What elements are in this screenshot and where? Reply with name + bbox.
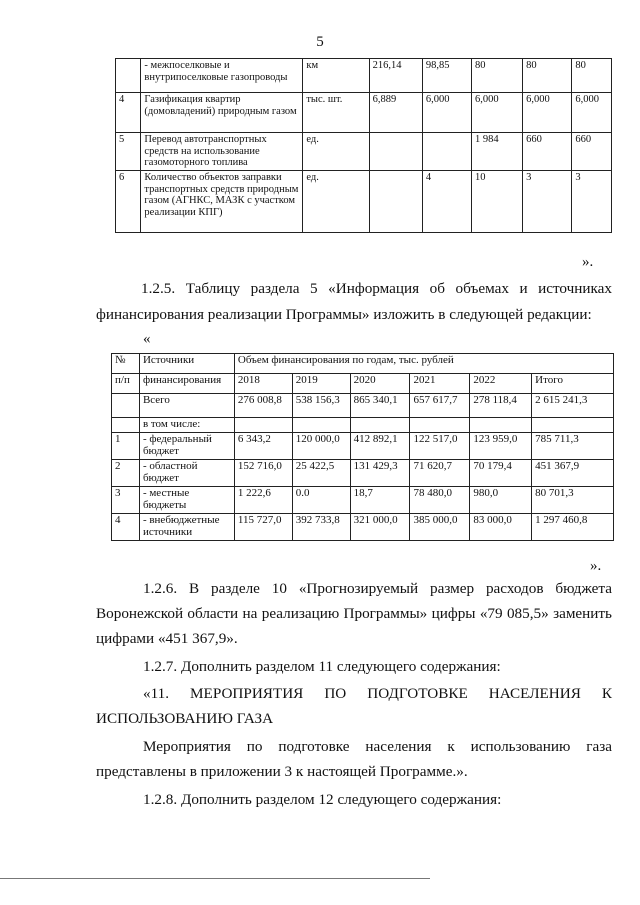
- value-cell: 451 367,9: [532, 460, 614, 487]
- empty-cell: [234, 418, 292, 433]
- total-label: Всего: [139, 394, 234, 418]
- value-cell: 1 297 460,8: [532, 514, 614, 541]
- footer-divider: [0, 878, 430, 879]
- value-cell: 980,0: [470, 487, 532, 514]
- section-11-text-line2: представлены в приложении 3 к настоящей Программе.».: [96, 763, 468, 780]
- value-cell: 123 959,0: [470, 433, 532, 460]
- row-number: [112, 394, 140, 418]
- header-volume: Объем финансирования по годам, тыс. рублей: [234, 354, 613, 374]
- value-cell: 131 429,3: [350, 460, 410, 487]
- empty-cell: [532, 418, 614, 433]
- value-cell: 216,14: [369, 59, 422, 93]
- value-cell: 80 701,3: [532, 487, 614, 514]
- paragraph-1-2-7: 1.2.7. Дополнить разделом 11 следующего содержания:: [143, 658, 501, 675]
- unit-cell: тыс. шт.: [303, 93, 369, 133]
- header-year: 2019: [292, 374, 350, 394]
- row-number: 1: [112, 433, 140, 460]
- financing-table: [111, 353, 614, 541]
- value-cell: 152 716,0: [234, 460, 292, 487]
- value-cell: 4: [422, 171, 471, 233]
- paragraph-1-2-6-line2: Воронежской области на реализацию Программы» цифры «79 085,5» заменить: [96, 605, 612, 622]
- value-cell: 70 179,4: [470, 460, 532, 487]
- table-row: [112, 433, 614, 460]
- empty-cell: [470, 418, 532, 433]
- row-number: [112, 418, 140, 433]
- indicator-name: Перевод автотранспортных средств на использование газомоторного топлива: [141, 133, 303, 171]
- value-cell: 412 892,1: [350, 433, 410, 460]
- table-row: [116, 171, 612, 233]
- paragraph-1-2-6-line3: цифрами «451 367,9».: [96, 630, 238, 647]
- unit-cell: ед.: [303, 133, 369, 171]
- value-cell: 1 222,6: [234, 487, 292, 514]
- unit-cell: км: [303, 59, 369, 93]
- paragraph-1-2-6-line1: 1.2.6. В разделе 10 «Прогнозируемый размер расходов бюджета: [143, 580, 612, 597]
- value-cell: 6,000: [523, 93, 572, 133]
- value-cell: 3: [523, 171, 572, 233]
- header-year: 2018: [234, 374, 292, 394]
- value-cell: 538 156,3: [292, 394, 350, 418]
- value-cell: 71 620,7: [410, 460, 470, 487]
- page-number: 5: [316, 34, 324, 50]
- header-year: 2020: [350, 374, 410, 394]
- header-total: Итого: [532, 374, 614, 394]
- row-number: 6: [116, 171, 141, 233]
- value-cell: 80: [472, 59, 523, 93]
- value-cell: 2 615 241,3: [532, 394, 614, 418]
- value-cell: 385 000,0: [410, 514, 470, 541]
- source-name: - местные бюджеты: [139, 487, 234, 514]
- indicator-name: Газификация квартир (домовладений) природным газом: [141, 93, 303, 133]
- table-header-row: [112, 354, 614, 374]
- indicator-name: - межпоселковые и внутрипоселковые газопроводы: [141, 59, 303, 93]
- source-name: - областной бюджет: [139, 460, 234, 487]
- value-cell: 1 984: [472, 133, 523, 171]
- row-number: [116, 59, 141, 93]
- value-cell: 785 711,3: [532, 433, 614, 460]
- value-cell: 660: [572, 133, 612, 171]
- value-cell: 6 343,2: [234, 433, 292, 460]
- indicator-name: Количество объектов заправки транспортных средств природным газом (АГНКС, МАЗК с участком реализации КПГ): [141, 171, 303, 233]
- value-cell: 115 727,0: [234, 514, 292, 541]
- table-row: [112, 418, 614, 433]
- value-cell: 657 617,7: [410, 394, 470, 418]
- empty-cell: [350, 418, 410, 433]
- value-cell: 278 118,4: [470, 394, 532, 418]
- row-number: 4: [116, 93, 141, 133]
- value-cell: 83 000,0: [470, 514, 532, 541]
- closing-quote: ».: [590, 558, 602, 574]
- value-cell: [369, 133, 422, 171]
- value-cell: 120 000,0: [292, 433, 350, 460]
- header-year: 2022: [470, 374, 532, 394]
- table-row: [116, 93, 612, 133]
- value-cell: 122 517,0: [410, 433, 470, 460]
- table-row: [116, 59, 612, 93]
- value-cell: [422, 133, 471, 171]
- opening-quote: «: [143, 331, 151, 347]
- value-cell: 3: [572, 171, 612, 233]
- header-source: Источники: [139, 354, 234, 374]
- closing-quote: ».: [582, 254, 594, 270]
- table-row: [112, 514, 614, 541]
- header-num: №: [112, 354, 140, 374]
- paragraph-1-2-8: 1.2.8. Дополнить разделом 12 следующего содержания:: [143, 791, 502, 808]
- value-cell: 10: [472, 171, 523, 233]
- value-cell: 78 480,0: [410, 487, 470, 514]
- indicators-table: [115, 58, 612, 233]
- section-11-heading-line2: ИСПОЛЬЗОВАНИЮ ГАЗА: [96, 710, 274, 727]
- header-num: п/п: [112, 374, 140, 394]
- value-cell: 0.0: [292, 487, 350, 514]
- table-row: [112, 460, 614, 487]
- value-cell: 276 008,8: [234, 394, 292, 418]
- table-row: [116, 133, 612, 171]
- value-cell: 392 733,8: [292, 514, 350, 541]
- value-cell: 80: [523, 59, 572, 93]
- value-cell: 6,000: [472, 93, 523, 133]
- empty-cell: [410, 418, 470, 433]
- value-cell: 865 340,1: [350, 394, 410, 418]
- header-year: 2021: [410, 374, 470, 394]
- source-name: - внебюджетные источники: [139, 514, 234, 541]
- empty-cell: [292, 418, 350, 433]
- value-cell: 25 422,5: [292, 460, 350, 487]
- value-cell: 98,85: [422, 59, 471, 93]
- value-cell: 660: [523, 133, 572, 171]
- row-number: 4: [112, 514, 140, 541]
- value-cell: 6,000: [422, 93, 471, 133]
- value-cell: 18,7: [350, 487, 410, 514]
- header-source: финансирования: [139, 374, 234, 394]
- row-number: 2: [112, 460, 140, 487]
- value-cell: 6,000: [572, 93, 612, 133]
- section-11-heading-line1: «11. МЕРОПРИЯТИЯ ПО ПОДГОТОВКЕ НАСЕЛЕНИЯ К: [143, 685, 612, 702]
- value-cell: [369, 171, 422, 233]
- including-label: в том числе:: [139, 418, 234, 433]
- table-header-row: [112, 374, 614, 394]
- value-cell: 321 000,0: [350, 514, 410, 541]
- paragraph-1-2-5: 1.2.5. Таблицу раздела 5 «Информация об объемах и источниках финансирования реализации Программы» изложить в следующей редакции:: [96, 280, 612, 323]
- unit-cell: ед.: [303, 171, 369, 233]
- value-cell: 80: [572, 59, 612, 93]
- row-number: 3: [112, 487, 140, 514]
- table-row: [112, 487, 614, 514]
- value-cell: 6,889: [369, 93, 422, 133]
- section-11-text-line1: Мероприятия по подготовке населения к использованию газа: [143, 738, 612, 755]
- source-name: - федеральный бюджет: [139, 433, 234, 460]
- table-row: [112, 394, 614, 418]
- row-number: 5: [116, 133, 141, 171]
